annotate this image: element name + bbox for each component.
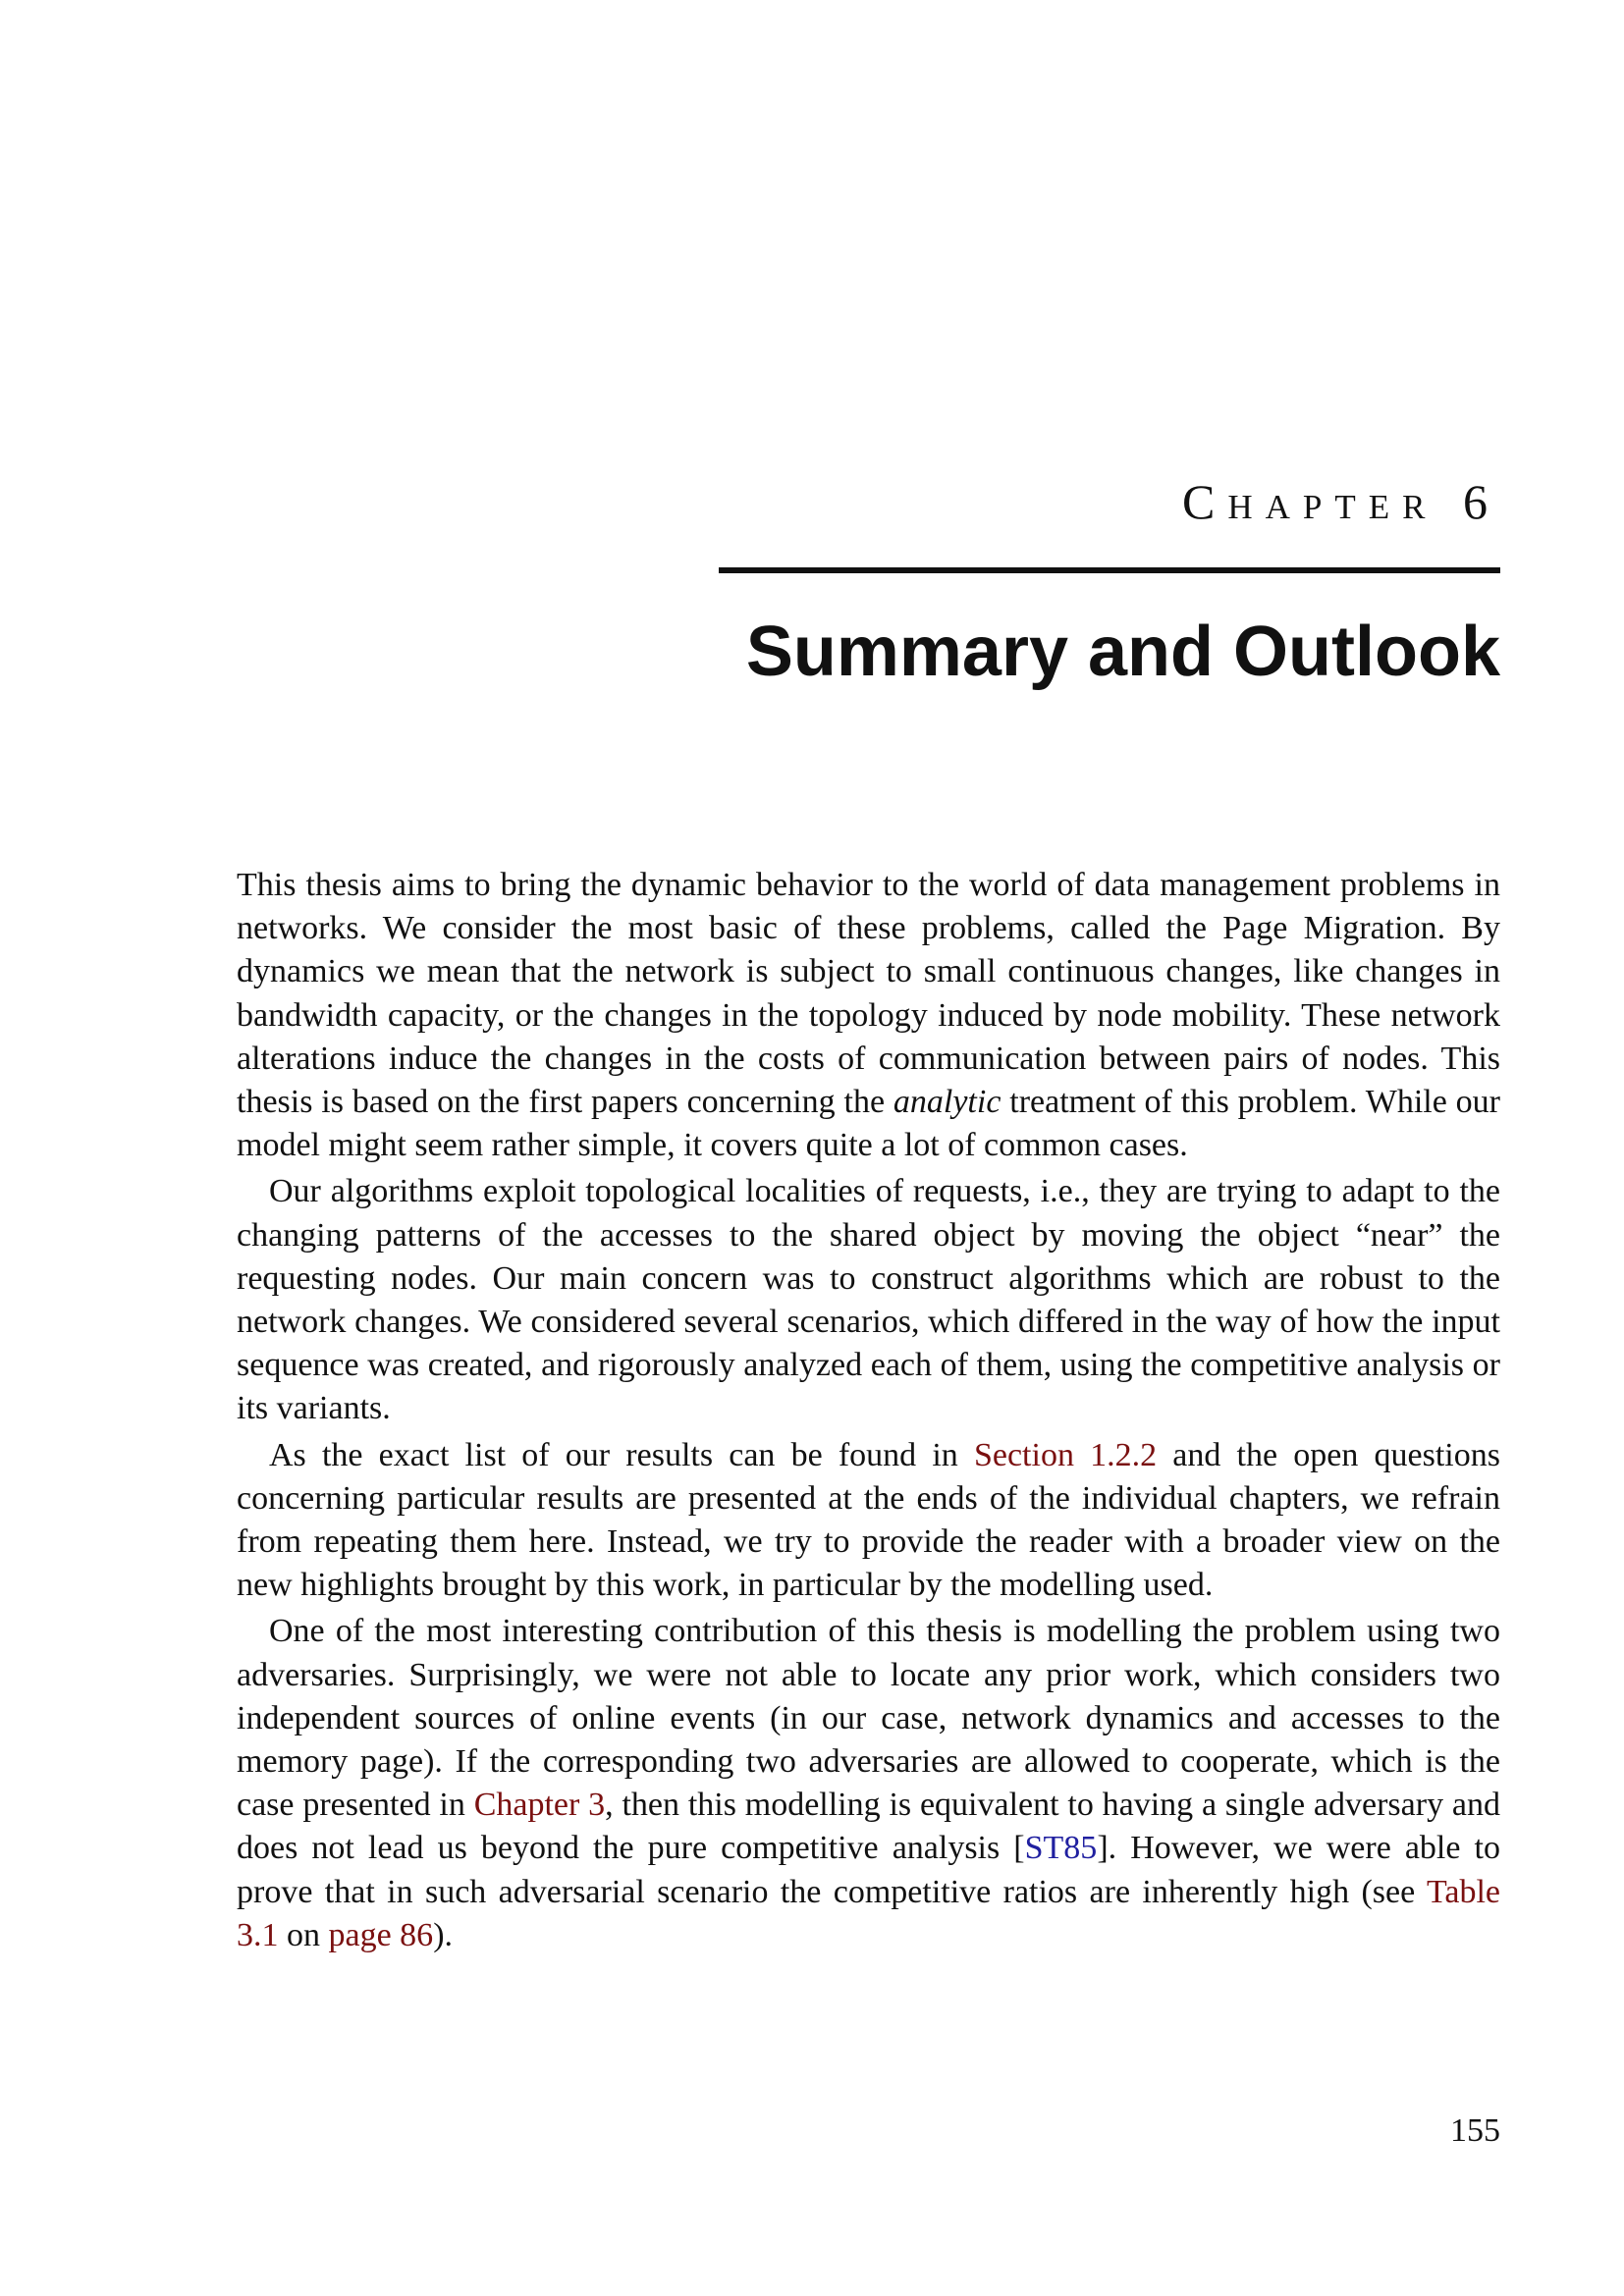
body-text xyxy=(237,864,1500,1960)
page-link[interactable]: page 86 xyxy=(328,1916,434,1953)
paragraph-3-text-a: As the exact list of our results can be found in xyxy=(269,1436,974,1473)
section-link[interactable]: Section 1.2.2 xyxy=(973,1436,1158,1473)
paragraph-4-text-d: on xyxy=(278,1916,329,1953)
paragraph-4 xyxy=(237,1610,1500,1957)
paragraph-4-text-a: One of the most interesting contribution of this thesis is modelling the problem using two adversaries. Surprisingly, we were not able to locate any prior work, which considers two independent sources of online events (in our case, network dynamics and accesses to the memory page). If the corresponding two adversaries are allowed to cooperate, which is the case presented in xyxy=(237,1613,1500,1824)
paragraph-4-text-c: ]. However, we were able to prove that in such adversarial scenario the competitive ratios are inherently high (see xyxy=(237,1830,1500,1910)
paragraph-1-text-a: This thesis aims to bring the dynamic behavior to the world of data management problems in networks. We consider the most basic of these problems, called the Page Migration. By dynamics we mean that the network is subject to small continuous changes, like changes in bandwidth capacity, or the changes in the topology induced by node mobility. These network alterations induce the changes in the costs of communication between pairs of nodes. This thesis is based on the first papers concerning the xyxy=(237,867,1500,1121)
paragraph-1-text-b: treatment of this problem. While our model might seem rather simple, it covers quite a lot of common cases. xyxy=(237,1084,1500,1164)
page-number: 155 xyxy=(1450,2112,1500,2149)
citation-link[interactable]: ST85 xyxy=(1024,1830,1098,1867)
paragraph-4-text-b: , then this modelling is equivalent to having a single adversary and does not lead us beyond the pure competitive analysis [ xyxy=(237,1787,1500,1867)
chapter-label: Chapter 6 xyxy=(1182,474,1500,529)
table-link[interactable]: Table 3.1 xyxy=(237,1873,1500,1953)
chapter-title: Summary and Outlook xyxy=(745,613,1500,691)
paragraph-1 xyxy=(237,864,1500,1167)
paragraph-2 xyxy=(237,1170,1500,1430)
paragraph-3-text-b: and the open questions concerning particular results are presented at the ends of the individual chapters, we refrain from repeating them here. Instead, we try to provide the reader with a broader view on the new highlights brought by this work, in particular by the modelling used. xyxy=(237,1436,1500,1604)
paragraph-4-text-e: ). xyxy=(433,1916,454,1953)
paragraph-2-text: Our algorithms exploit topological localities of requests, i.e., they are trying to adapt to the changing patterns of the accesses to the shared object by moving the object “near” the requesting nodes. Our main concern was to construct algorithms which are robust to the network changes. We considered several scenarios, which differed in the way of how the input sequence was created, and rigorously analyzed each of them, using the competitive analysis or its variants. xyxy=(237,1173,1500,1427)
chapter-rule xyxy=(719,567,1500,573)
chapter-link[interactable]: Chapter 3 xyxy=(473,1787,606,1824)
paragraph-3 xyxy=(237,1434,1500,1608)
emphasis-analytic: analytic xyxy=(893,1084,1001,1121)
